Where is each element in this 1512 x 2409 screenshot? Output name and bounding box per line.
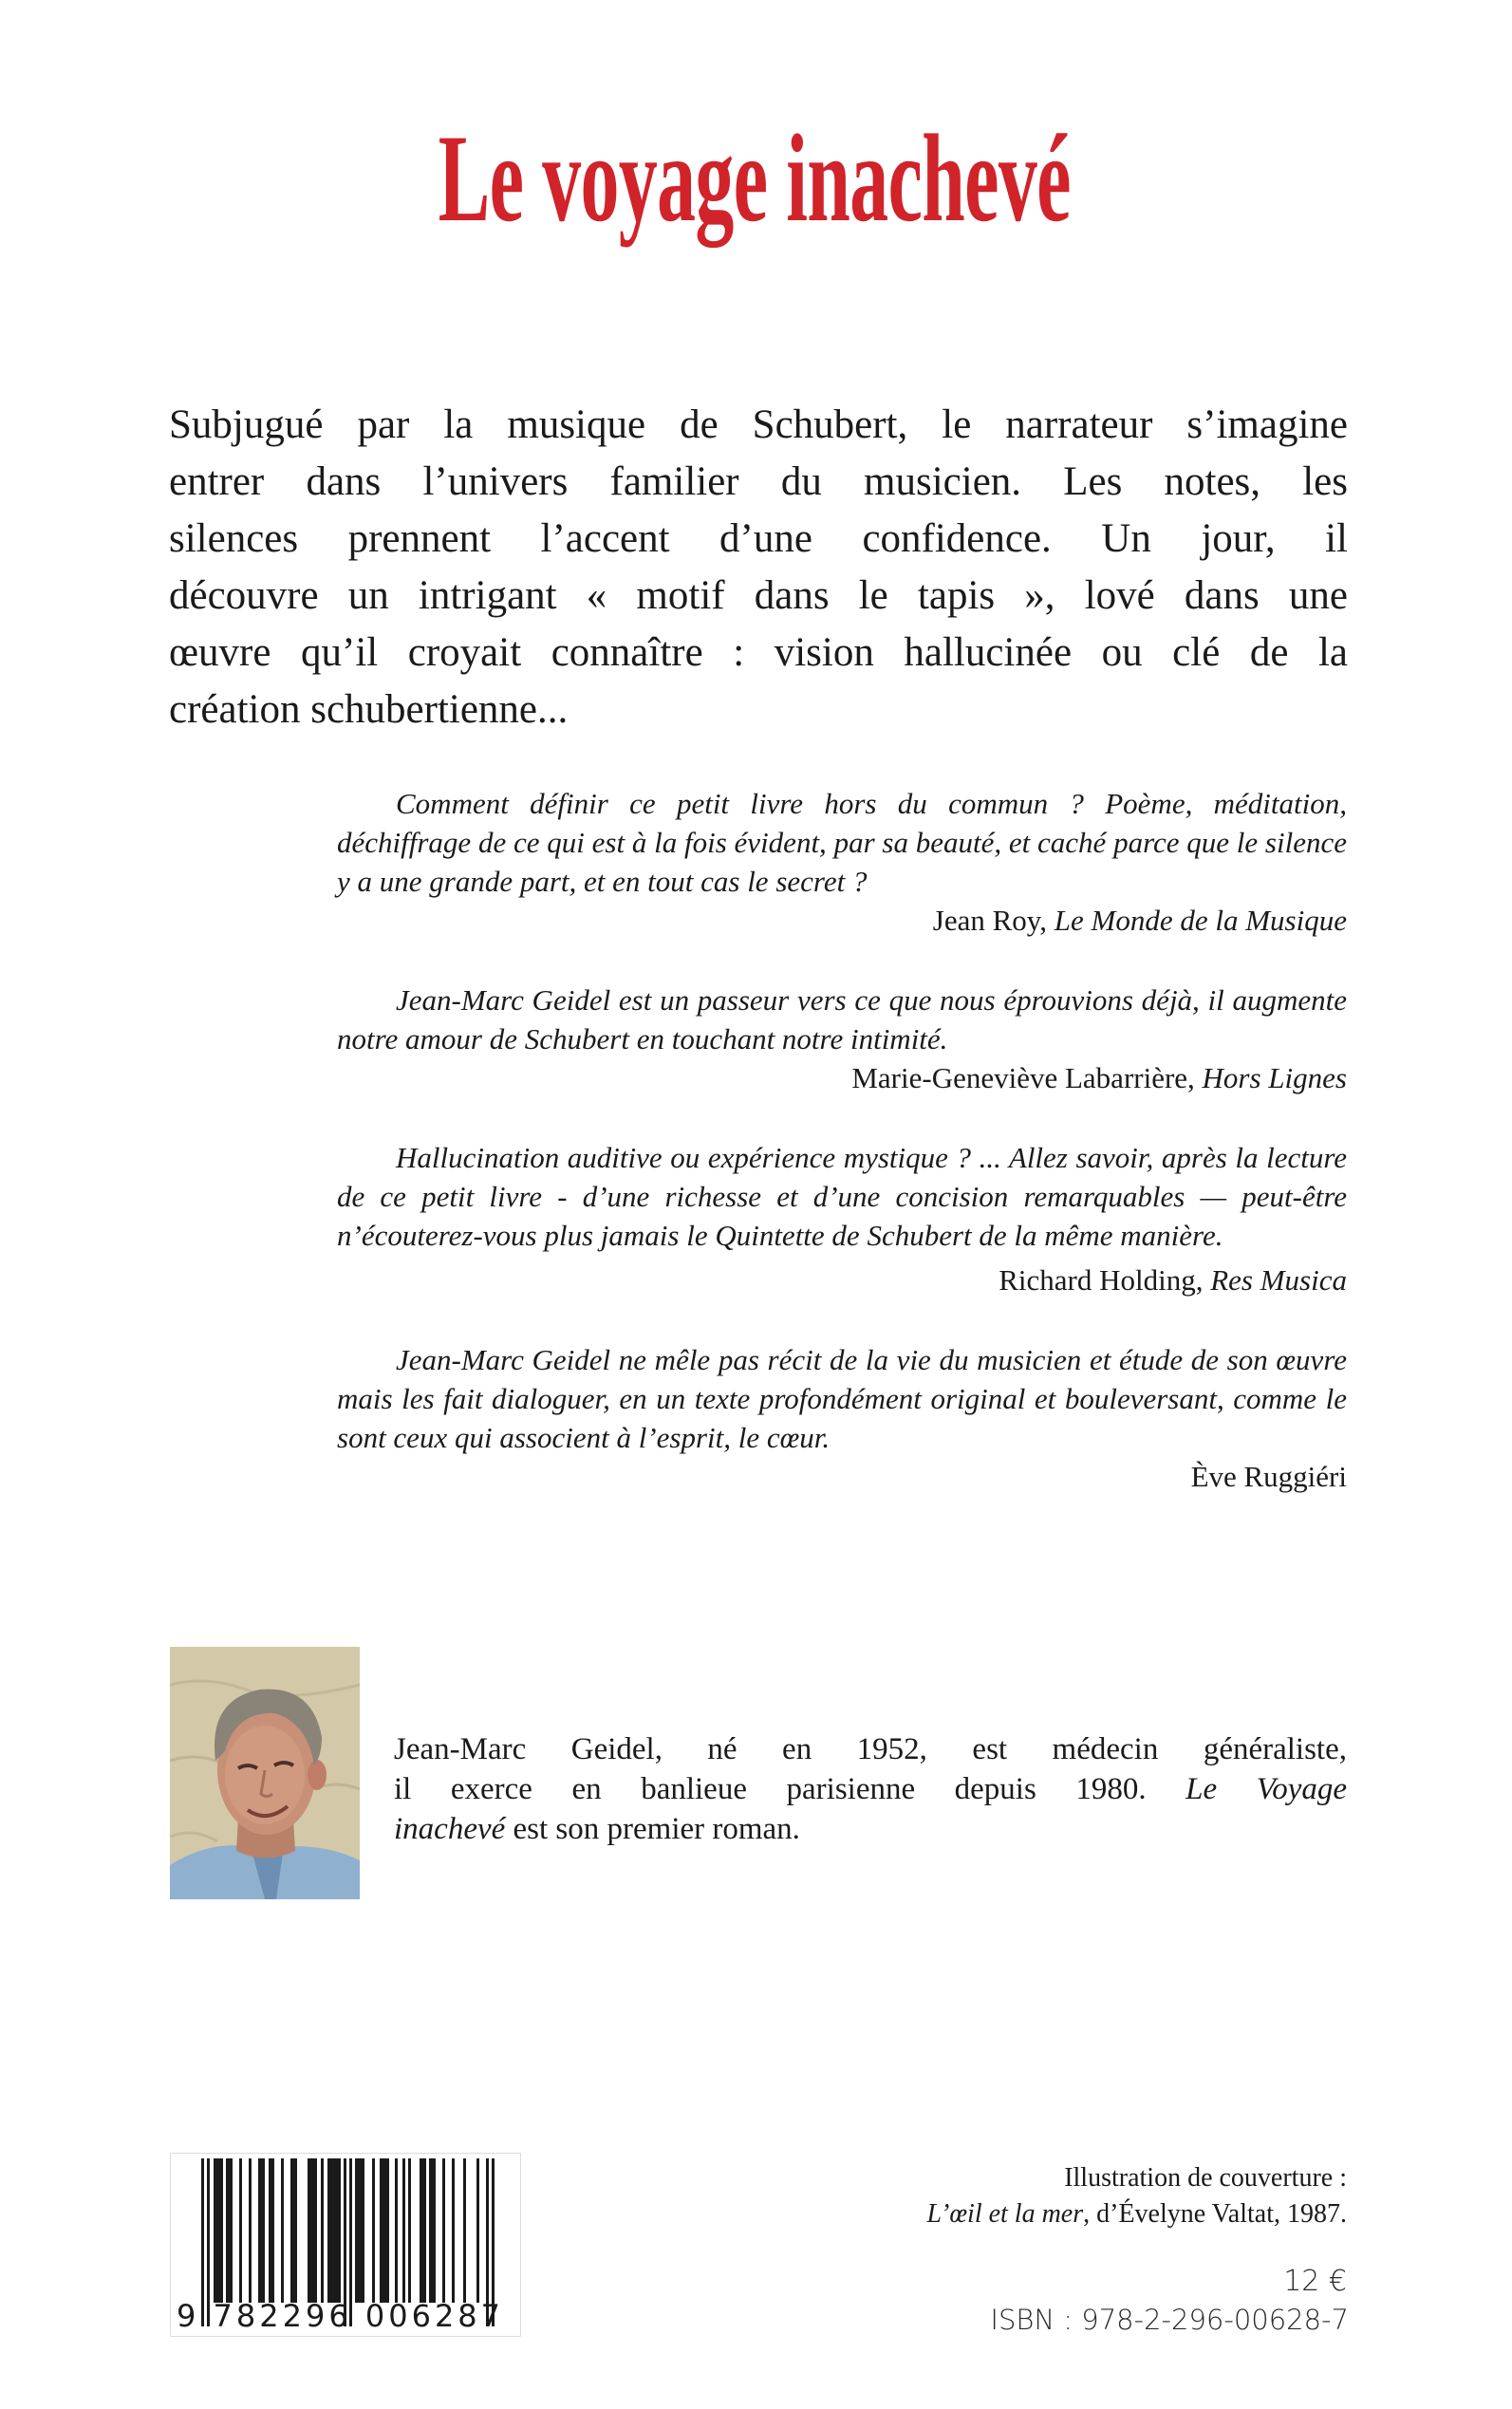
quote-attribution xyxy=(337,901,1347,940)
bio-text: il exerce en banlieue parisienne depuis 1980. xyxy=(394,1772,1186,1806)
quote-text: Comment définir ce petit livre hors du commun ? Poème, méditation, déchiffrage de ce qui est à la fois évident, par sa beauté, et caché parce que le silence y a une grande part, et en tout cas le secret ? xyxy=(337,787,1347,898)
bio-book-title: Le Voyage xyxy=(1185,1772,1348,1806)
quote-author: Ève Ruggiéri xyxy=(1190,1460,1347,1493)
book-title: Le voyage inachevé xyxy=(438,108,1071,248)
credit-work xyxy=(927,2196,1348,2232)
press-quote xyxy=(337,1138,1347,1299)
synopsis-line: silences prennent l’accent d’une confidence. Un jour, il xyxy=(169,516,1348,561)
credit-work-title: L’œil et la mer xyxy=(926,2199,1084,2229)
quote-publication: Hors Lignes xyxy=(1202,1061,1347,1094)
quote-attribution xyxy=(337,1457,1347,1496)
author-photo xyxy=(170,1647,360,1899)
bio-line: Jean-Marc Geidel, né en 1952, est médecin généraliste, xyxy=(394,1732,1347,1766)
quote-publication: Res Musica xyxy=(1210,1263,1347,1297)
synopsis-line: création schubertienne... xyxy=(169,687,569,732)
author-portrait-icon xyxy=(170,1647,360,1899)
quote-author: Jean Roy, xyxy=(932,904,1055,937)
isbn-barcode xyxy=(170,2153,521,2337)
barcode-digits: 9 782296 006287 xyxy=(177,2298,505,2334)
bio-book-title: inachevé xyxy=(394,1812,506,1846)
credit-artist: , d’Évelyne Valtat, 1987. xyxy=(1083,2199,1347,2229)
synopsis-line: découvre un intrigant « motif dans le tapis », lové dans une xyxy=(169,573,1348,618)
quote-publication: Le Monde de la Musique xyxy=(1054,904,1347,937)
press-quote xyxy=(337,980,1347,1097)
credit-label: Illustration de couverture : xyxy=(1064,2163,1347,2193)
quote-text: Hallucination auditive ou expérience mystique ? ... Allez savoir, après la lecture de ce petit livre - d’une richesse et d’une concision remarquables — peut-être n’écouterez-vous plus jamais le Quintette de Schubert de la même manière. xyxy=(337,1141,1347,1252)
quote-attribution xyxy=(337,1058,1347,1097)
bio-text: est son premier roman. xyxy=(505,1812,800,1846)
synopsis xyxy=(169,397,1348,738)
synopsis-line: œuvre qu’il croyait connaître : vision hallucinée ou clé de la xyxy=(169,630,1348,675)
price: 12 € xyxy=(1283,2265,1347,2298)
quote-author: Richard Holding, xyxy=(999,1263,1211,1297)
press-quote xyxy=(337,784,1347,940)
synopsis-line: Subjugué par la musique de Schubert, le narrateur s’imagine xyxy=(169,402,1348,447)
isbn-number: ISBN : 978-2-296-00628-7 xyxy=(990,2304,1349,2336)
quote-attribution xyxy=(337,1261,1347,1299)
quote-text: Jean-Marc Geidel est un passeur vers ce que nous éprouvions déjà, il augmente notre amour de Schubert en touchant notre intimité. xyxy=(337,983,1347,1055)
quote-author: Marie-Geneviève Labarrière, xyxy=(851,1061,1203,1094)
synopsis-line: entrer dans l’univers familier du musicien. Les notes, les xyxy=(169,459,1348,504)
press-quotes xyxy=(337,784,1347,1537)
press-quote xyxy=(337,1340,1347,1496)
author-bio xyxy=(394,1729,1347,1849)
bio-line xyxy=(394,1769,1347,1809)
bio-line xyxy=(394,1809,1347,1849)
cover-illustration-credit xyxy=(927,2160,1348,2232)
quote-text: Jean-Marc Geidel ne mêle pas récit de la vie du musicien et étude de son œuvre mais les fait dialoguer, en un texte profondément original et bouleversant, comme le sont ceux qui associent à l’esprit, le cœur. xyxy=(337,1343,1347,1454)
